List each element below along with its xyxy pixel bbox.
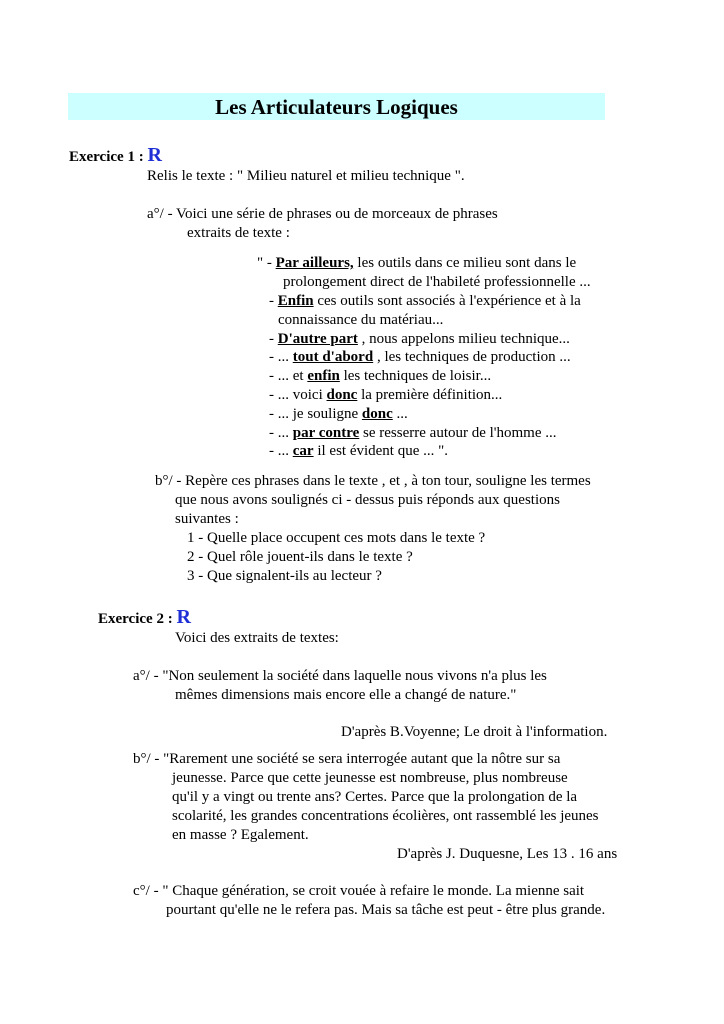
exercise-2-label: Exercice 2 : — [98, 611, 173, 627]
quote-prefix: " - — [257, 255, 276, 271]
keyword-donc: donc — [326, 387, 358, 403]
exercise-2-intro: Voici des extraits de textes: — [175, 630, 339, 646]
keyword-d-autre-part: D'autre part — [277, 331, 358, 347]
quote-text: se resserre autour de l'homme ... — [359, 425, 557, 441]
quote-line-2-cont: connaissance du matériau... — [278, 312, 444, 328]
quote-prefix: - ... — [269, 349, 293, 365]
ex1-question-3: 3 - Que signalent-ils au lecteur ? — [187, 568, 382, 584]
page-title: Les Articulateurs Logiques — [215, 95, 458, 119]
ex2-b-source: D'après J. Duquesne, Les 13 . 16 ans — [397, 846, 618, 862]
exercise-1-mark: R — [147, 144, 162, 166]
title-banner — [68, 93, 605, 120]
quote-line-5 — [269, 367, 491, 385]
ex2-a-line-2: mêmes dimensions mais encore elle a changé de nature." — [175, 687, 517, 703]
ex2-b-line-3: qu'il y a vingt ou trente ans? Certes. Parce que la prolongation de la — [172, 789, 578, 805]
quote-prefix: - — [269, 293, 278, 309]
quote-prefix: - ... — [269, 425, 293, 441]
quote-line-1 — [257, 254, 576, 272]
quote-prefix: - ... et — [269, 368, 308, 384]
ex1-b-line-2: que nous avons soulignés ci - dessus puis réponds aux questions — [175, 492, 560, 508]
ex1-b-line-1: b°/ - Repère ces phrases dans le texte , et , à ton tour, souligne les termes — [155, 473, 591, 489]
quote-prefix: - ... voici — [269, 387, 327, 403]
ex2-b-line-2: jeunesse. Parce que cette jeunesse est nombreuse, plus nombreuse — [172, 770, 568, 786]
ex2-b-line-5: en masse ? Egalement. — [172, 827, 309, 843]
ex1-a-line-2: extraits de texte : — [187, 225, 290, 241]
quote-line-8 — [269, 424, 557, 442]
keyword-par-contre: par contre — [292, 425, 360, 441]
quote-text: ces outils sont associés à l'expérience et à la — [313, 293, 581, 309]
quote-line-9 — [269, 442, 448, 460]
exercise-1-heading — [69, 146, 162, 166]
quote-line-3 — [269, 330, 570, 348]
ex2-a-source: D'après B.Voyenne; Le droit à l'information. — [341, 724, 608, 740]
quote-text: la première définition... — [357, 387, 503, 403]
quote-text: il est évident que ... ". — [313, 443, 449, 459]
quote-line-2 — [269, 292, 581, 310]
keyword-enfin-2: enfin — [307, 368, 340, 384]
keyword-car: car — [292, 443, 314, 459]
quote-line-7 — [269, 405, 408, 423]
exercise-1-intro: Relis le texte : " Milieu naturel et milieu technique ". — [147, 168, 465, 184]
quote-text: les outils dans ce milieu sont dans le — [353, 255, 577, 271]
quote-line-4 — [269, 348, 571, 366]
exercise-1-label: Exercice 1 : — [69, 149, 144, 165]
keyword-tout-d-abord: tout d'abord — [292, 349, 374, 365]
quote-text: les techniques de loisir... — [339, 368, 492, 384]
quote-prefix: - ... je souligne — [269, 406, 362, 422]
quote-line-6 — [269, 386, 502, 404]
ex2-c-line-2: pourtant qu'elle ne le refera pas. Mais sa tâche est peut - être plus grande. — [166, 902, 606, 918]
ex2-c-line-1: c°/ - " Chaque génération, se croit vouée à refaire le monde. La mienne sait — [133, 883, 585, 899]
quote-prefix: - — [269, 331, 278, 347]
exercise-2-mark: R — [176, 606, 191, 628]
quote-prefix: - ... — [269, 443, 293, 459]
ex2-b-line-1: b°/ - "Rarement une société se sera interrogée autant que la nôtre sur sa — [133, 751, 561, 767]
keyword-enfin: Enfin — [277, 293, 314, 309]
ex2-b-line-4: scolarité, les grandes concentrations écolières, ont rassemblé les jeunes — [172, 808, 599, 824]
ex1-b-line-3: suivantes : — [175, 511, 239, 527]
ex1-a-line-1: a°/ - Voici une série de phrases ou de morceaux de phrases — [147, 206, 498, 222]
quote-text: , nous appelons milieu technique... — [357, 331, 570, 347]
ex1-question-1: 1 - Quelle place occupent ces mots dans le texte ? — [187, 530, 486, 546]
keyword-par-ailleurs: Par ailleurs, — [275, 255, 354, 271]
quote-text: , les techniques de production ... — [373, 349, 571, 365]
exercise-2-heading — [98, 608, 191, 628]
keyword-donc-2: donc — [361, 406, 393, 422]
quote-text: ... — [392, 406, 408, 422]
quote-line-1-cont: prolongement direct de l'habileté professionnelle ... — [283, 274, 591, 290]
ex2-a-line-1: a°/ - "Non seulement la société dans laquelle nous vivons n'a plus les — [133, 668, 547, 684]
ex1-question-2: 2 - Quel rôle jouent-ils dans le texte ? — [187, 549, 413, 565]
